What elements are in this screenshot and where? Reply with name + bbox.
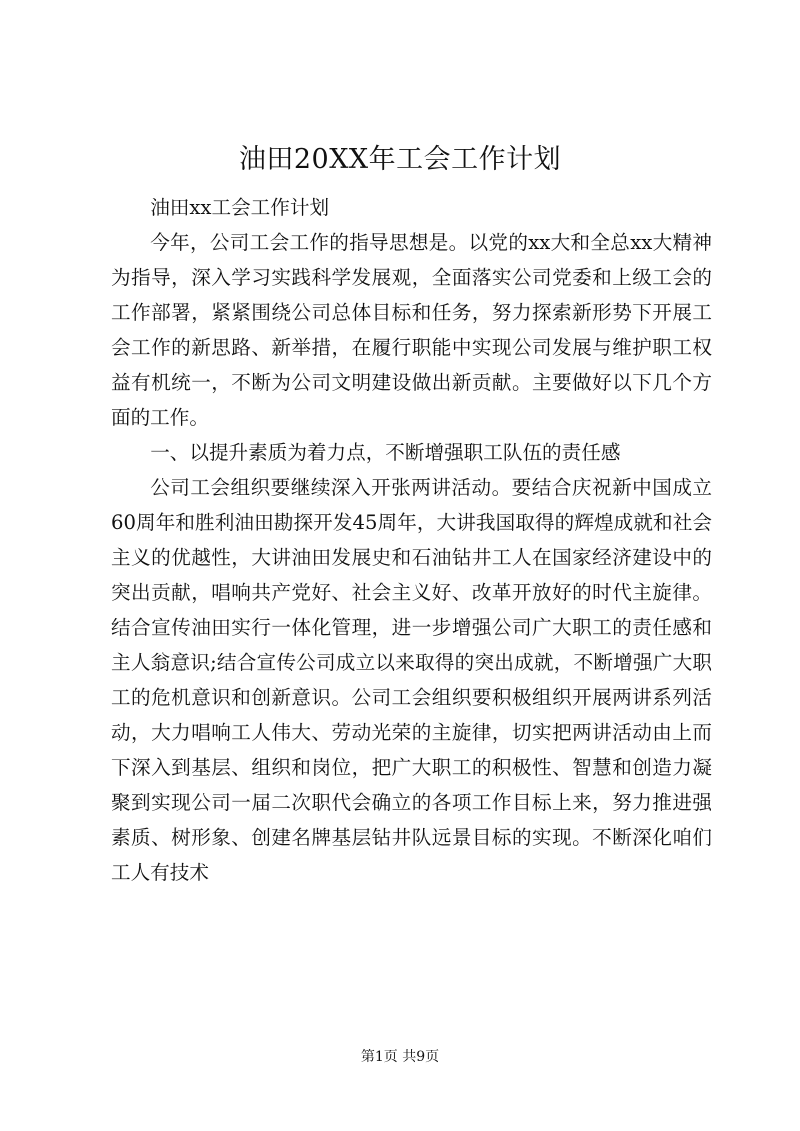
page-footer: 第1页 共9页 bbox=[360, 1049, 440, 1065]
section-heading: 一、以提升素质为着力点，不断增强职工队伍的责任感 bbox=[150, 441, 621, 464]
body-paragraph: 公司工会组织要继续深入开张两讲活动。要结合庆祝新中国成立60周年和胜利油田勘探开发45周年，大讲我国取得的辉煌成就和社会主义的优越性，大讲油田发展史和石油钻井工人在国家经济建设中的突出贡献，唱响共产党好、社会主义好、改革开放好的时代主旋律。结合宣传油田实行一体化管理，进一步增强公司广大职工的责任感和主人翁意识;结合宣传公司成立以来取得的突出成就，不断增强广大职工的危机意识和创新意识。公司工会组织要积极组织开展两讲系列活动，大力唱响工人伟大、劳动光荣的主旋律，切实把两讲活动由上而下深入到基层、组织和岗位，把广大职工的积极性、智慧和创造力凝聚到实现公司一届二次职代会确立的各项工作目标上来，努力推进强素质、树形象、创建名牌基层钻井队远景目标的实现。不断深化咱们工人有技术 bbox=[111, 476, 712, 884]
subtitle-paragraph: 油田xx工会工作计划 bbox=[150, 196, 330, 219]
intro-paragraph: 今年，公司工会工作的指导思想是。以党的xx大和全总xx大精神为指导，深入学习实践科学发展观，全面落实公司党委和上级工会的工作部署，紧紧围绕公司总体目标和任务，努力探索新形势下开展工会工作的新思路、新举措，在履行职能中实现公司发展与维护职工权益有机统一，不断为公司文明建设做出新贡献。主要做好以下几个方面的工作。 bbox=[111, 231, 712, 429]
document-body bbox=[111, 190, 712, 890]
document-title: 油田20XX年工会工作计划 bbox=[238, 144, 562, 175]
